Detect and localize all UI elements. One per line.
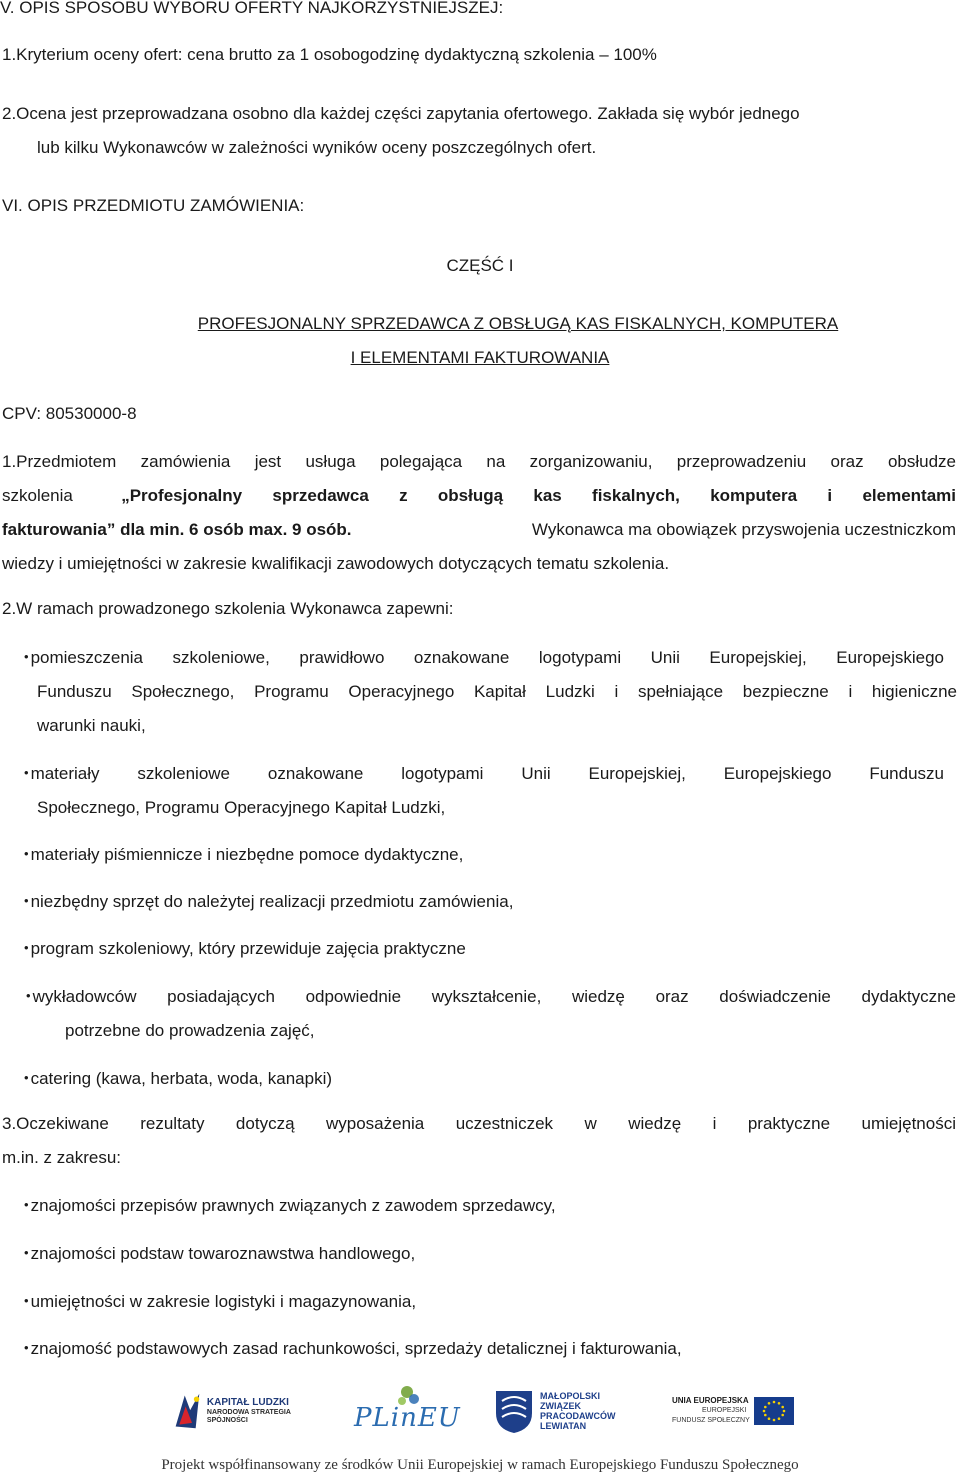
kapital-ludzki-logo [172,1383,322,1439]
section-6-heading: VI. OPIS PRZEDMIOTU ZAMÓWIENIA: [2,196,305,215]
bullet-icon: • [26,988,31,1003]
bullet-icon: • [24,649,29,664]
bullet-icon: • [24,846,29,861]
eu-flag-icon [754,1397,794,1425]
subject-title-line-1: PROFESJONALNY SPRZEDAWCA Z OBSŁUGĄ KAS FISKALNYCH, KOMPUTERA [197,314,839,333]
eu-line-1: UNIA EUROPEJSKA [672,1396,749,1405]
para-1-line-2-plain: szkolenia [2,486,73,505]
para-3-bullet-2: • znajomości podstaw towaroznawstwa handlowego, [24,1244,416,1263]
para-2-bullet-7: • catering (kawa, herbata, woda, kanapki) [24,1069,333,1088]
mzpl-shield-icon [494,1387,534,1435]
kapital-ludzki-icon [172,1388,203,1434]
bullet-icon: • [24,765,29,780]
para-1-line-2-bold: „Profesjonalny sprzedawca z obsługą kas fiskalnych, komputera i elementami [121,486,956,505]
plineu-logo [350,1383,462,1439]
section-5-item-2-line-1: 2.Ocena jest przeprowadzana osobno dla każdej części zapytania ofertowego. Zakłada się wybór jednego [2,104,800,123]
bullet-icon: • [24,1070,29,1085]
para-2-intro: 2.W ramach prowadzonego szkolenia Wykonawca zapewni: [2,599,454,618]
kapital-ludzki-subtitle: NARODOWA STRATEGIA SPÓJNOŚCI [206,1409,291,1424]
footer-caption: Projekt współfinansowany ze środków Unii Europejskiej w ramach Europejskiego Funduszu Społecznego [161,1457,799,1473]
para-3-bullet-4: • znajomość podstawowych zasad rachunkowości, sprzedaży detalicznej i fakturowania, [24,1339,682,1358]
para-1-line-1: 1.Przedmiotem zamówienia jest usługa polegająca na zorganizowaniu, przeprowadzeniu oraz obsłudze [2,452,956,471]
para-3-line-2: m.in. z zakresu: [2,1148,122,1167]
para-2-bullet-1-line-1: • pomieszczenia szkoleniowe, prawidłowo oznakowane logotypami Unii Europejskiej, Europejskiego [24,648,944,667]
bullet-icon: • [24,1340,29,1355]
mzpl-line-2: ZWIĄZEK [540,1401,581,1411]
para-1-line-3-plain: Wykonawca ma obowiązek przyswojenia uczestniczkom [531,520,956,539]
footer-logos [0,1383,960,1443]
kapital-ludzki-title: KAPITAŁ LUDZKI [206,1397,289,1408]
para-3-bullet-1: • znajomości przepisów prawnych związanych z zawodem sprzedawcy, [24,1196,556,1215]
para-2-bullet-1-line-3: warunki nauki, [37,716,146,735]
plineu-wordmark: PLinEU [354,1403,461,1433]
para-1-line-4: wiedzy i umiejętności w zakresie kwalifikacji zawodowych dotyczących tematu szkolenia. [2,554,670,573]
section-5-heading: V. OPIS SPOSOBU WYBORU OFERTY NAJKORZYSTNIEJSZEJ: [0,0,504,17]
subject-title-line-2: I ELEMENTAMI FAKTUROWANIA [350,348,610,367]
para-1-line-3 [2,520,956,540]
para-2-bullet-3: • materiały piśmiennicze i niezbędne pomoce dydaktyczne, [24,845,464,864]
bullet-icon: • [24,1197,29,1212]
para-2-bullet-6-line-1: • wykładowców posiadających odpowiednie wykształcenie, wiedzę oraz doświadczenie dydaktyczne [26,987,956,1006]
bullet-icon: • [24,940,29,955]
cpv-code: CPV: 80530000-8 [2,404,137,423]
mzpl-line-3: PRACODAWCÓW [540,1411,616,1421]
eu-line-2: EUROPEJSKI [702,1407,747,1414]
part-title: CZĘŚĆ I [446,256,514,275]
para-2-bullet-5: • program szkoleniowy, który przewiduje zajęcia praktyczne [24,939,466,958]
mzpl-line-4: LEWIATAN [540,1421,587,1431]
eu-logo [672,1383,812,1439]
para-1-line-3-bold: fakturowania” dla min. 6 osób max. 9 osób. [2,520,352,539]
mzpl-logo [494,1383,624,1439]
bullet-icon: • [24,1245,29,1260]
para-2-bullet-2-line-1: • materiały szkoleniowe oznakowane logotypami Unii Europejskiej, Europejskiego Funduszu [24,764,944,783]
section-5-item-2-line-2: lub kilku Wykonawców w zależności wyników oceny poszczególnych ofert. [37,138,597,157]
para-3-bullet-3: • umiejętności w zakresie logistyki i magazynowania, [24,1292,417,1311]
para-1-line-2 [2,486,956,506]
para-2-bullet-6-line-2: potrzebne do prowadzenia zajęć, [65,1021,315,1040]
eu-line-3: FUNDUSZ SPOŁECZNY [672,1417,750,1424]
bullet-icon: • [24,893,29,908]
section-5-item-1: 1.Kryterium oceny ofert: cena brutto za 1 osobogodzinę dydaktyczną szkolenia – 100% [2,45,657,64]
para-3-line-1: 3.Oczekiwane rezultaty dotyczą wyposażenia uczestniczek w wiedzę i praktyczne umiejętności [2,1114,956,1133]
para-2-bullet-4: • niezbędny sprzęt do należytej realizacji przedmiotu zamówienia, [24,892,514,911]
mzpl-line-1: MAŁOPOLSKI [540,1391,600,1401]
para-2-bullet-1-line-2: Funduszu Społecznego, Programu Operacyjnego Kapitał Ludzki i spełniające bezpieczne i higieniczne [37,682,957,701]
bullet-icon: • [24,1293,29,1308]
para-2-bullet-2-line-2: Społecznego, Programu Operacyjnego Kapitał Ludzki, [37,798,446,817]
